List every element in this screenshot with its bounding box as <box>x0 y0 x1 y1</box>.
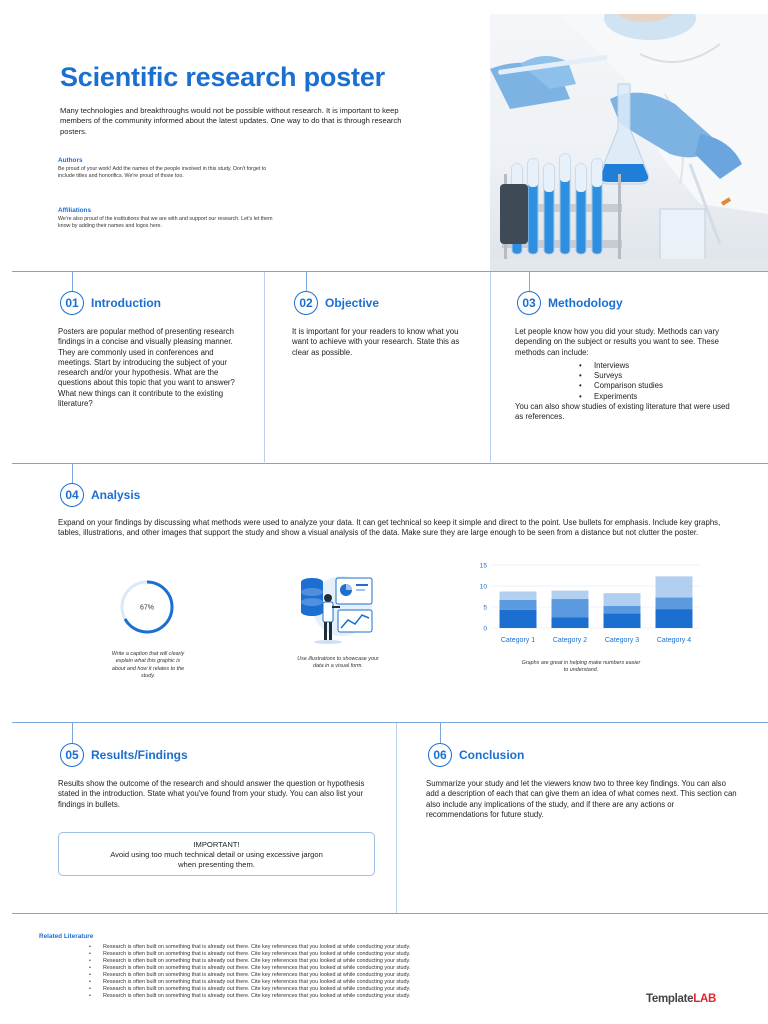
objective-text: It is important for your readers to know what you want to achieve with your research. State this as clear as possible. <box>292 327 460 357</box>
brand-part2: LAB <box>693 993 716 1005</box>
section-title: Analysis <box>91 488 141 502</box>
bar-segment <box>656 609 693 628</box>
methodology-list <box>579 361 740 402</box>
bar-segment <box>500 591 537 599</box>
section-number-badge: 04 <box>60 483 84 507</box>
divider-mid <box>12 463 768 464</box>
y-tick-label: 10 <box>479 583 487 591</box>
bar-segment <box>656 597 693 609</box>
affiliations-text: We're also proud of the institutions that we are with and support our research. Let's let them know by adding their names and logos here. <box>58 216 273 230</box>
section-title: Conclusion <box>459 748 525 762</box>
conclusion-heading <box>428 743 524 767</box>
section-number-badge: 03 <box>517 291 541 315</box>
intro-text: Many technologies and breakthroughs would not be possible without research. It is important to keep members of the community informed about the latest updates. One way to do that is through research posters. <box>60 106 402 136</box>
divider-top <box>12 271 768 272</box>
important-title: IMPORTANT! <box>193 840 240 849</box>
x-tick-label: Category 2 <box>552 637 588 644</box>
lab-scene-illustration <box>490 14 768 272</box>
list-item: • Research is often built on something that is already out there. Cite key references that you looked at while conducting your study. <box>89 958 410 965</box>
list-item: • Research is often built on something that is already out there. Cite key references that you looked at while conducting your study. <box>89 986 410 993</box>
affiliations-label: Affiliations <box>58 207 92 214</box>
poster-title: Scientific research poster <box>60 62 385 92</box>
important-text: Avoid using too much technical detail or using excessive jargon when presenting them. <box>110 850 323 869</box>
list-item: • Research is often built on something that is already out there. Cite key references that you looked at while conducting your study. <box>89 972 410 979</box>
methodology-heading <box>517 291 623 315</box>
section-number-badge: 06 <box>428 743 452 767</box>
section-number-badge: 02 <box>294 291 318 315</box>
connector-04 <box>72 464 73 484</box>
section-title: Introduction <box>91 296 161 310</box>
section-number-badge: 01 <box>60 291 84 315</box>
connector-06 <box>440 723 441 743</box>
list-item: • Comparison studies <box>579 381 740 391</box>
lab-photo <box>490 14 768 272</box>
authors-block <box>58 157 273 181</box>
brand-logo <box>646 993 716 1005</box>
list-item: • Research is often built on something that is already out there. Cite key references that you looked at while conducting your study. <box>89 965 410 972</box>
divider-col-3 <box>396 723 397 913</box>
bar-segment <box>604 613 641 628</box>
analysis-heading <box>60 483 140 507</box>
list-item: • Surveys <box>579 371 740 381</box>
donut-label: 67% <box>139 604 155 612</box>
list-item: • Research is often built on something that is already out there. Cite key references that you looked at while conducting your study. <box>89 979 410 986</box>
divider-col-2 <box>490 272 491 462</box>
donut-chart <box>118 578 176 636</box>
list-item: • Research is often built on something that is already out there. Cite key references that you looked at while conducting your study. <box>89 993 410 1000</box>
results-text: Results show the outcome of the research and should answer the question or hypothesis stated in the introduction. State what you've found from your study. You can also list your findings in bullets. <box>58 779 365 809</box>
literature-label: Related Literature <box>39 933 94 940</box>
donut-caption: Write a caption that will clearly explain what this graphic is about and how it relates to the study. <box>111 651 185 680</box>
connector-05 <box>72 723 73 743</box>
chart-caption: Graphs are great in helping make numbers easier to understand. <box>521 660 641 674</box>
list-item: • Experiments <box>579 392 740 402</box>
x-tick-label: Category 4 <box>656 637 692 644</box>
section-number-badge: 05 <box>60 743 84 767</box>
connector-02 <box>306 272 307 291</box>
methodology-after-text: You can also show studies of existing literature that were used as references. <box>515 402 730 422</box>
bar-segment <box>500 610 537 628</box>
section-title: Results/Findings <box>91 748 188 762</box>
brand-part1: Template <box>646 993 694 1005</box>
divider-bottom <box>12 913 768 914</box>
illustration-caption: Use illustrations to showcase your data in a visual form. <box>297 656 379 670</box>
divider-col-1 <box>264 272 265 462</box>
introduction-text: Posters are popular method of presenting research findings in a concise and visually pleasing manner. They are commonly used in conferences and meetings. Start by introducing the subject of your research and/or your hypothesis. What are the questions about this topic that you want to answer? What new things can it contribute to the existing literature? <box>58 327 235 409</box>
section-title: Objective <box>325 296 380 310</box>
section-title: Methodology <box>548 296 623 310</box>
list-item: • Research is often built on something that is already out there. Cite key references that you looked at while conducting your study. <box>89 951 410 958</box>
bar-segment <box>500 600 537 610</box>
y-tick-label: 5 <box>483 604 487 612</box>
affiliations-block <box>58 207 273 231</box>
bar-segment <box>604 593 641 606</box>
results-heading <box>60 743 188 767</box>
connector-03 <box>529 272 530 291</box>
bar-segment <box>656 576 693 597</box>
literature-list <box>89 944 410 1000</box>
methodology-body <box>515 327 740 423</box>
introduction-heading <box>60 291 161 315</box>
authors-label: Authors <box>58 157 83 164</box>
bar-segment <box>552 591 589 599</box>
analysis-text: Expand on your findings by discussing what methods were used to analyze your data. It can get technical so keep it simple and direct to the point. Use bullets for emphasis. Include key graphs, tables, illustrations, and other images that support the study and show a visual analysis of the data. Make sure they are large enough to be seen from a distance but not clutter the poster. <box>58 518 721 538</box>
bar-segment <box>552 618 589 629</box>
y-tick-label: 0 <box>483 625 487 633</box>
list-item: • Interviews <box>579 361 740 371</box>
authors-text: Be proud of your work! Add the names of the people involved in this study. Don't forget to include titles and honorifics. We're proud of those too. <box>58 166 267 180</box>
conclusion-text: Summarize your study and let the viewers know two to three key findings. You can also add a description of each that can give them an idea of what comes next. This section can also include any implications of the study, and if there are any actions or recommendations for future study. <box>426 779 737 819</box>
y-tick-label: 15 <box>479 562 487 570</box>
x-tick-label: Category 3 <box>604 637 640 644</box>
x-tick-label: Category 1 <box>500 637 536 644</box>
methodology-text: Let people know how you did your study. Methods can vary depending on the subject or results you want to see. These methods can include: <box>515 327 720 357</box>
objective-heading <box>294 291 379 315</box>
important-callout <box>58 832 375 876</box>
stacked-bar-chart <box>472 558 708 650</box>
bar-segment <box>604 606 641 614</box>
list-item: • Research is often built on something that is already out there. Cite key references that you looked at while conducting your study. <box>89 944 410 951</box>
connector-01 <box>72 272 73 292</box>
divider-lower <box>12 722 768 723</box>
data-analysis-illustration <box>298 570 378 648</box>
bar-segment <box>552 599 589 617</box>
